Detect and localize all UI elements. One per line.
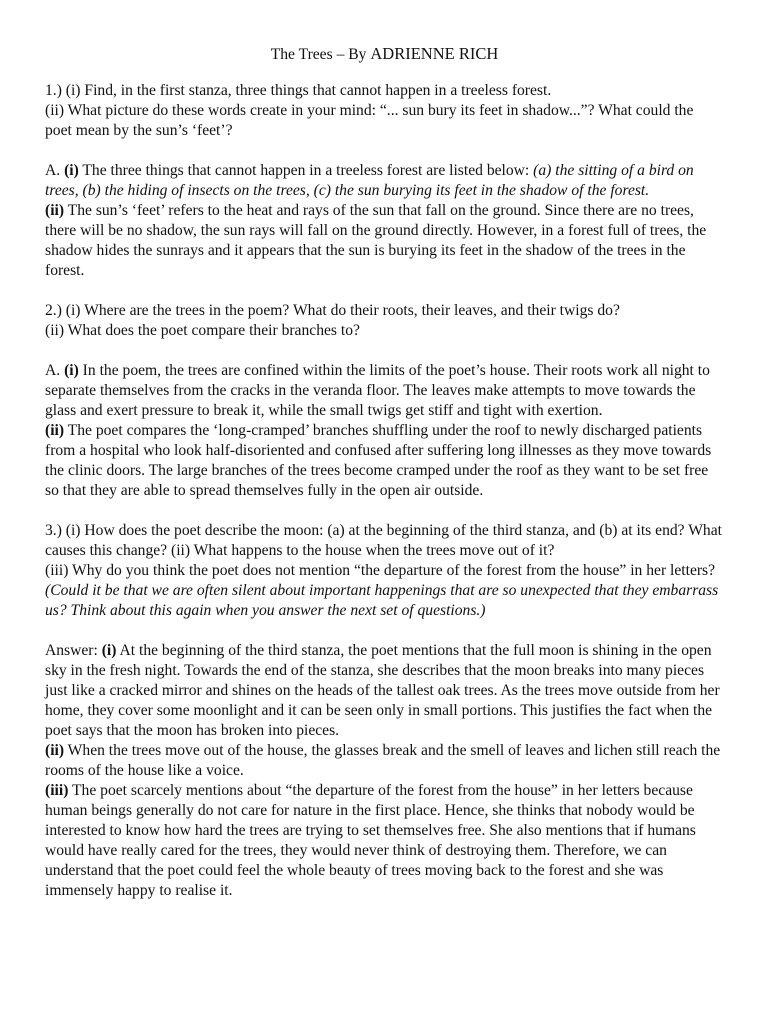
answer-text: When the trees move out of the house, the glasses break and the smell of leaves and lichen still reach the rooms of the house like a voice. [45, 742, 721, 779]
question-2 [45, 301, 724, 341]
answer-2-part-ii [45, 421, 724, 501]
part-label: (i) [64, 362, 79, 379]
answer-prefix: A. [45, 162, 65, 179]
answer-1-part-i [45, 161, 724, 201]
part-label: (ii) [45, 202, 65, 219]
title-author: ADRIENNE RICH [370, 44, 499, 63]
part-label: (i) [101, 642, 117, 659]
answer-2-part-i [45, 361, 724, 421]
answer-3-part-ii [45, 741, 724, 781]
answer-3 [45, 641, 724, 901]
part-label: (i) [64, 162, 79, 179]
answer-italic-list: (a) the sitting of a bird on trees, (b) the hiding of insects on the trees, (c) the sun burying its feet in the shadow of the forest. [45, 162, 694, 199]
question-2-part-i: 2.) (i) Where are the trees in the poem? What do their roots, their leaves, and their twigs do? [45, 302, 620, 319]
part-label: (ii) [45, 422, 65, 439]
answer-1-part-ii [45, 201, 724, 281]
question-3 [45, 521, 724, 621]
part-label: (ii) [45, 742, 65, 759]
question-2-part-ii: (ii) What does the poet compare their branches to? [45, 322, 360, 339]
answer-1 [45, 161, 724, 281]
answer-2 [45, 361, 724, 501]
answer-text: The three things that cannot happen in a treeless forest are listed below: [78, 162, 534, 179]
answer-text: At the beginning of the third stanza, the poet mentions that the full moon is shining in the open sky in the fresh night. Towards the end of the stanza, she describes that the moon breaks into many pieces just like a cracked mirror and shines on the heads of the tallest oak trees. As the trees move outside from her home, they cover some moonlight and it can be seen only in small portions. This justifies the fact when the poet says that the moon has broken into pieces. [45, 642, 720, 739]
question-1-part-i: 1.) (i) Find, in the first stanza, three things that cannot happen in a treeless forest. [45, 82, 552, 99]
answer-3-part-iii [45, 781, 724, 901]
question-italic-hint: (Could it be that we are often silent about important happenings that are so unexpected that they embarrass us? Think about this again when you answer the next set of questions.) [45, 582, 719, 619]
question-1 [45, 81, 724, 141]
answer-text: The poet scarcely mentions about “the departure of the forest from the house” in her letters because human beings generally do not care for nature in the first place. Hence, she thinks that nobody would be interested to know how hard the trees are trying to set themselves free. She also mentions that if humans would have really cared for the trees, they would never think of destroying them. Therefore, we can understand that the poet could feel the whole beauty of trees moving back to the forest and she was immensely happy to realise it. [45, 782, 696, 899]
answer-prefix: A. [45, 362, 65, 379]
title-prefix: The Trees – By [270, 46, 371, 63]
answer-prefix: Answer: [45, 642, 102, 659]
answer-text: In the poem, the trees are confined within the limits of the poet’s house. Their roots work all night to separate themselves from the cracks in the veranda floor. The leaves make attempts to move towards the glass and exert pressure to break it, while the small twigs get stiff and tight with exertion. [45, 362, 710, 419]
question-1-part-ii: (ii) What picture do these words create in your mind: “... sun bury its feet in shadow...”? What could the poet mean by the sun’s ‘feet’? [45, 102, 694, 139]
document-title [45, 44, 724, 65]
answer-text: The poet compares the ‘long-cramped’ branches shuffling under the roof to newly discharged patients from a hospital who look half-disoriented and confused after suffering long illnesses as they move towards the clinic doors. The large branches of the trees become cramped under the roof as they want to be set free so that they are able to spread themselves fully in the open air outside. [45, 422, 712, 499]
answer-3-part-i [45, 641, 724, 741]
answer-text: The sun’s ‘feet’ refers to the heat and rays of the sun that fall on the ground. Since there are no trees, there will be no shadow, the sun rays will fall on the ground directly. However, in a forest full of trees, the shadow hides the sunrays and it appears that the sun is burying its feet in the shadow of the trees in the forest. [45, 202, 707, 279]
question-text: (iii) Why do you think the poet does not mention “the departure of the forest from the house” in her letters? [45, 562, 716, 579]
question-3-part-iii [45, 561, 724, 621]
part-label: (iii) [45, 782, 69, 799]
question-3-parts-i-ii: 3.) (i) How does the poet describe the moon: (a) at the beginning of the third stanza, and (b) at its end? What causes this change? (ii) What happens to the house when the trees move out of it? [45, 522, 722, 559]
